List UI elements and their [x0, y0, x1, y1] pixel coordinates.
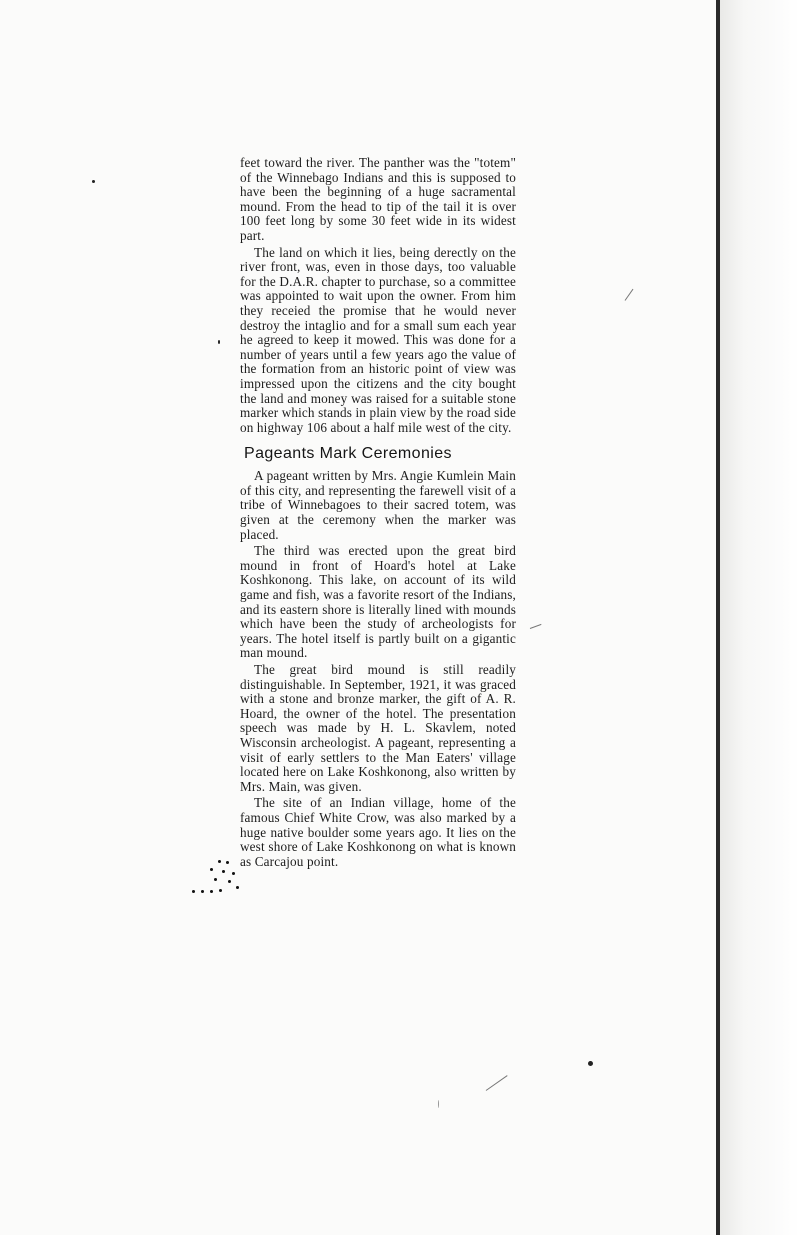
scan-speck	[588, 1061, 593, 1066]
scan-speck	[92, 180, 95, 183]
article-paragraph: The third was erected upon the great bird mound in front of Hoard's hotel at Lake Koshkonong. This lake, on account of its wild game and fish, was a favorite resort of the Indians, and its eastern shore is literally lined with mounds which have been the study of archeologists for years. The hotel itself is partly built on a gigantic man mound.	[240, 543, 516, 661]
article-paragraph: The land on which it lies, being derectly on the river front, was, even in those days, too valuable for the D.A.R. chapter to purchase, so a committee was appointed to wait upon the owner. From him they receied the promise that he would never destroy the intaglio and for a small sum each year he agreed to keep it mowed. This was done for a number of years until a few years ago the value of the formation from an historic point of view was impressed upon the citizens and the city bought the land and money was raised for a suitable stone marker which stands in plain view by the road side on highway 106 about a half mile west of the city.	[240, 244, 516, 435]
scan-speck	[438, 1100, 439, 1108]
article-subheading: Pageants Mark Ceremonies	[244, 445, 452, 463]
article-paragraph: The site of an Indian village, home of the famous Chief White Crow, was also marked by a huge native boulder some years ago. It lies on the west shore of Lake Koshkonong on what is known as Carcajou point.	[240, 795, 516, 869]
newspaper-clipping	[240, 156, 516, 869]
scan-speck	[218, 340, 220, 344]
article-paragraph: The great bird mound is still readily distinguishable. In September, 1921, it was graced with a stone and bronze marker, the gift of A. R. Hoard, the owner of the hotel. The presentation speech was made by H. L. Skavlem, noted Wisconsin archeologist. A pageant, representing a visit of early settlers to the Man Eaters' village located here on Lake Koshkonong, also written by Mrs. Main, was given.	[240, 662, 516, 794]
punch-dot-cluster	[192, 860, 242, 896]
article-paragraph: feet toward the river. The panther was the "totem" of the Winnebago Indians and this is supposed to have been the beginning of a huge sacramental mound. From the head to tip of the tail it is over 100 feet long by some 30 feet wide in its widest part.	[240, 155, 516, 243]
page-binding-shadow	[720, 0, 800, 1235]
article-paragraph: A pageant written by Mrs. Angie Kumlein Main of this city, and representing the farewell visit of a tribe of Winnebagoes to their sacred totem, was given at the ceremony when the marker was placed.	[240, 468, 516, 542]
